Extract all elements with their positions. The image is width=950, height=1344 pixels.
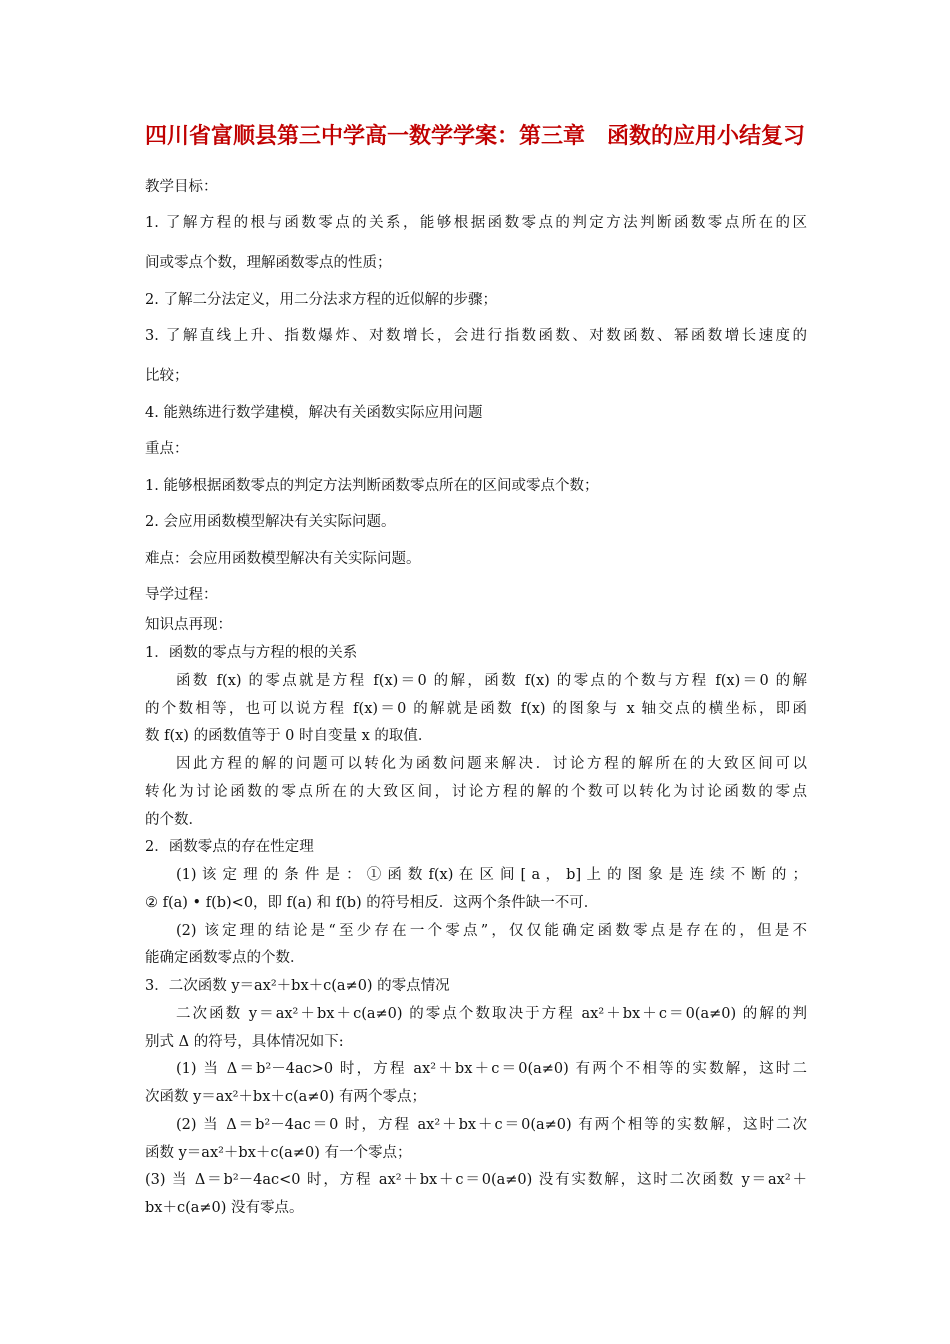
text-line: 知识点再现：: [145, 617, 232, 633]
text-line: 二次函数 y＝ax²＋bx＋c(a≠0) 的零点个数取决于方程 ax²＋bx＋c＝0(a≠0) 的解的判: [176, 1006, 807, 1022]
text-line: 的个数．: [145, 812, 203, 828]
text-line: bx＋c(a≠0) 没有零点。: [145, 1200, 304, 1216]
text-line: 因此方程的解的问题可以转化为函数问题来解决．讨论方程的解所在的大致区间可以: [176, 756, 807, 772]
text-line: 2．函数零点的存在性定理: [145, 839, 314, 855]
text-line: (1) 当 Δ＝b²－4ac>0 时，方程 ax²＋bx＋c＝0(a≠0) 有两个不相等的实数解，这时二: [176, 1061, 807, 1077]
text-line: 2. 了解二分法定义，用二分法求方程的近似解的步骤；: [145, 292, 497, 308]
text-line: 4. 能熟练进行数学建模，解决有关函数实际应用问题: [145, 405, 483, 421]
text-line: (2) 该定理的结论是“至少存在一个零点”，仅仅能确定函数零点是存在的，但是不: [176, 923, 807, 939]
text-line: 函数 y＝ax²＋bx＋c(a≠0) 有一个零点；: [145, 1145, 412, 1161]
text-line: 3．二次函数 y＝ax²＋bx＋c(a≠0) 的零点情况: [145, 978, 450, 994]
text-line: 导学过程：: [145, 587, 218, 603]
text-line: 次函数 y＝ax²＋bx＋c(a≠0) 有两个零点；: [145, 1089, 426, 1105]
text-line: (1) 该 定 理 的 条 件 是 ： ① 函 数 f(x) 在 区 间 [ a ， b] 上 的 图 象 是 连 续 不 断 的 ；: [176, 867, 807, 883]
text-line: 1．函数的零点与方程的根的关系: [145, 645, 358, 661]
text-line: 3. 了解直线上升、指数爆炸、对数增长，会进行指数函数、对数函数、幂函数增长速度的: [145, 328, 807, 344]
text-line: 转化为讨论函数的零点所在的大致区间，讨论方程的解的个数可以转化为讨论函数的零点: [145, 784, 807, 800]
text-line: 间或零点个数，理解函数零点的性质；: [145, 255, 392, 271]
text-line: 1. 能够根据函数零点的判定方法判断函数零点所在的区间或零点个数；: [145, 478, 599, 494]
text-line: 别式 Δ 的符号，具体情况如下:: [145, 1034, 344, 1050]
text-line: 的个数相等，也可以说方程 f(x)＝0 的解就是函数 f(x) 的图象与 x 轴交点的横坐标，即函: [145, 701, 807, 717]
text-line: 1. 了解方程的根与函数零点的关系，能够根据函数零点的判定方法判断函数零点所在的区: [145, 215, 807, 231]
text-line: 重点：: [145, 441, 189, 457]
text-line: 难点：会应用函数模型解决有关实际问题。: [145, 551, 421, 567]
text-line: 教学目标：: [145, 179, 218, 195]
text-line: 2. 会应用函数模型解决有关实际问题。: [145, 514, 396, 530]
page-title: 四川省富顺县第三中学高一数学学案：第三章 函数的应用小结复习: [144, 124, 805, 149]
text-line: (3) 当 Δ＝b²－4ac<0 时，方程 ax²＋bx＋c＝0(a≠0) 没有实数解，这时二次函数 y＝ax²＋: [145, 1172, 807, 1188]
text-line: (2) 当 Δ＝b²－4ac＝0 时，方程 ax²＋bx＋c＝0(a≠0) 有两个相等的实数解，这时二次: [176, 1117, 807, 1133]
text-line: 函数 f(x) 的零点就是方程 f(x)＝0 的解，函数 f(x) 的零点的个数与方程 f(x)＝0 的解: [176, 673, 807, 689]
text-line: ② f(a) • f(b)<0，即 f(a) 和 f(b) 的符号相反．这两个条件缺一不可．: [145, 895, 599, 911]
text-line: 能确定函数零点的个数．: [145, 950, 305, 966]
text-line: 数 f(x) 的函数值等于 0 时自变量 x 的取值．: [145, 728, 433, 744]
text-line: 比较；: [145, 368, 189, 384]
